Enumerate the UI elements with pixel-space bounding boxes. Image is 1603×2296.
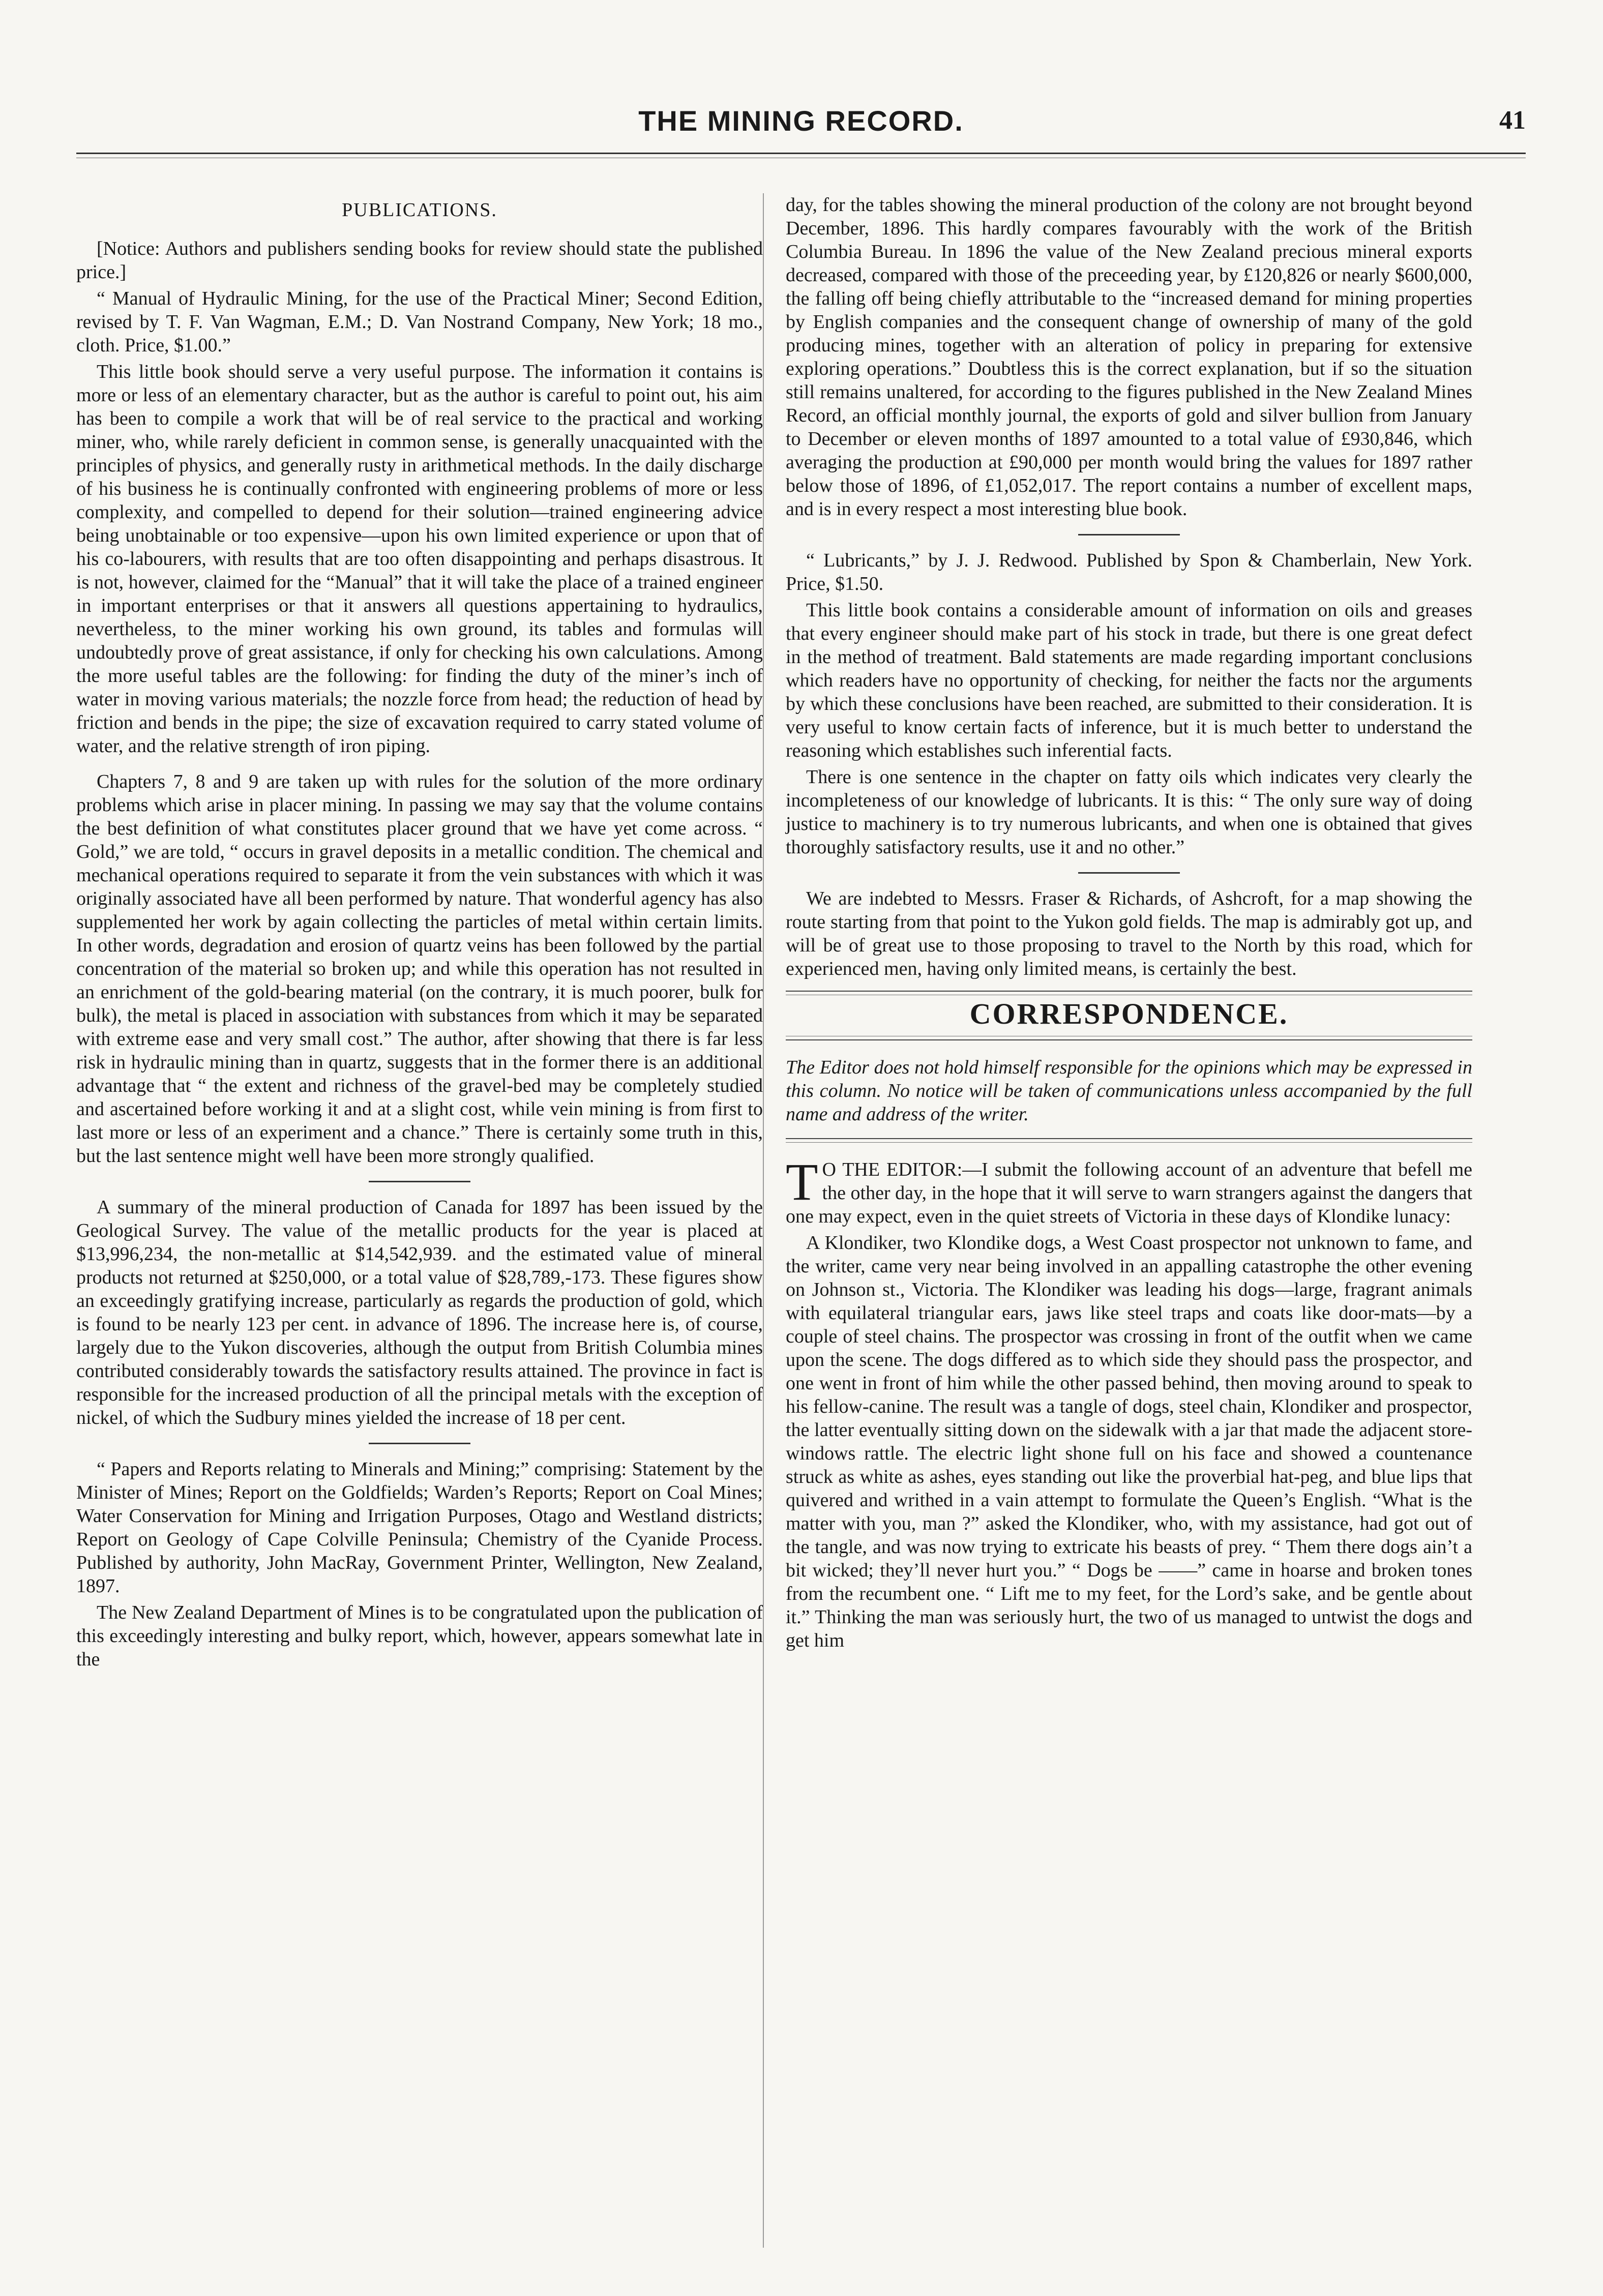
drop-cap: T: [786, 1153, 818, 1211]
canada-production-summary: A summary of the mineral production of Canada for 1897 has been issued by the Geological Survey. The value of the metallic products for the year is placed at $13,996,234, the non-metallic at $14,542,939. and the estimated value of mineral products not returned at $250,000, or a total value of $28,789,-173. These figures show an exceedingly gratifying increase, particularly as regards the production of gold, which is found to be nearly 123 per cent. in advance of 1896. The increase here is, of course, largely due to the Yukon discoveries, although the output from British Columbia mines contributed considerably towards the satisfactory results attained. The province in fact is responsible for the increased production of all the principal metals with the exception of nickel, of which the Sudbury mines yielded the increase of 18 per cent.: [76, 1197, 763, 1428]
rule: [786, 1039, 1472, 1040]
hydraulic-manual-review: This little book should serve a very useful purpose. The information it contains is more or less of an elementary character, but as the author is careful to point out, his aim has been to compile a work that will be of real service to the practical and working miner, who, while rarely deficient in common sense, is generally unacquainted with the principles of physics, and generally rusty in arithmetical methods. In the daily discharge of his business he is continually confronted with engineering problems of more or less complexity, and compelled to depend for their solution—trained engineering advice being unobtainable or too expensive—upon his own limited experience or upon that of his co-labourers, with results that are too often disappointing and perhaps disastrous. It is not, however, claimed for the “Manual” that it will take the place of a trained engineer in important enterprises or that it answers all questions appertaining to hydraulics, nevertheless, to the miner working his own ground, its tables and formulas will undoubtedly prove of great assistance, if only for checking his own calculations. Among the more useful tables are the following: for finding the duty of the miner’s inch of water in moving various materials; the nozzle force from head; the reduction of head by friction and bends in the pipe; the size of excavation required to carry stated volume of water, and the relative strength of iron piping.: [76, 361, 763, 757]
nz-department-paragraph: The New Zealand Department of Mines is to be congratulated upon the publication of this exceedingly interesting and bulky report, which, however, appears somewhat late in the: [76, 1602, 763, 1670]
separator-rule: [1078, 872, 1180, 874]
letter: [786, 1153, 1472, 1652]
correspondence-header-block: [786, 991, 1472, 1040]
column-divider: [763, 193, 764, 2248]
lubricants-review: This little book contains a considerable amount of information on oils and greases that every engineer should make part of his stock in trade, but there is one great defect in the method of treatment. Bald statements are made regarding important conclusions which readers have no opportunity of checking, for neither the facts nor the arguments by which these conclusions have been reached, are submitted to their consideration. It is very useful to know certain facts of inference, but it is much better to understand the reasoning which establishes such inferential facts.: [786, 600, 1472, 761]
letter-body: A Klondiker, two Klondike dogs, a West Coast prospector not unknown to fame, and the writer, came very near being involved in an appalling catastrophe the other evening on Johnson st., Victoria. The Klondiker was leading his dogs—large, fragrant animals with equilateral triangular ears, jaws like steel traps and coats like door-mats—by a couple of steel chains. The prospector was crossing in front of the outfit when we came upon the scene. The dogs differed as to which side they should pass the prospector, and one went in front of him while the other passed behind, then moving around to speak to his fellow-canine. The result was a tangle of dogs, steel chain, Klondiker and prospector, the latter eventually sitting down on the sidewalk with a jar that made the adjacent store-windows rattle. The electric light shone full on his face and showed a countenance struck as white as ashes, eyes standing out like the proverbial hat-peg, and blue lips that quivered and writhed in a vain attempt to formulate the Queen’s English. “What is the matter with you, man ?” asked the Klondiker, who, with my assistance, had got out of the tangle, and was now trying to extricate his beasts of prey. “ Them there dogs ain’t a bit wicked; they’ll never hurt you.” “ Dogs be ——” came in hoarse and broken tones from the recumbent one. “ Lift me to my feet, for the Lord’s sake, and be gentle about it.” Thinking the man was seriously hurt, the two of us managed to untwist the dogs and get him: [786, 1232, 1472, 1651]
separator-rule: [1078, 534, 1180, 535]
letter-intro: O THE EDITOR:—I submit the following account of an adventure that befell me the other day, in the hope that it will serve to warn strangers against the dangers that one may expect, even in the quiet streets of Victoria in these days of Klondike lunacy:: [786, 1159, 1472, 1227]
notice-paragraph: [Notice: Authors and publishers sending books for review should state the published price.]: [76, 238, 763, 283]
nz-papers-citation: “ Papers and Reports relating to Minerals and Mining;” comprising: Statement by the Minister of Mines; Report on the Goldfields; Warden’s Reports; Report on Coal Mines; Water Conservation for Mining and Irrigation Purposes, Otago and Westland districts; Report on Geology of Cape Colville Peninsula; Chemistry of the Cyanide Process. Published by authority, John MacRay, Government Printer, Wellington, New Zealand, 1897.: [76, 1458, 763, 1597]
left-column: [76, 193, 763, 1674]
rule: [786, 1142, 1472, 1143]
separator-rule: [369, 1443, 470, 1444]
publications-heading: PUBLICATIONS.: [342, 199, 497, 221]
rule: [786, 991, 1472, 992]
right-column: [786, 193, 1472, 1655]
rule: [786, 1138, 1472, 1139]
journal-title: THE MINING RECORD.: [638, 105, 964, 137]
editor-disclaimer: The Editor does not hold himself responsible for the opinions which may be expressed in this column. No notice will be taken of communications unless accompanied by the full name and address of the writer.: [786, 1057, 1472, 1125]
header-rule: [76, 153, 1526, 154]
hydraulic-manual-citation: “ Manual of Hydraulic Mining, for the use of the Practical Miner; Second Edition, revised by T. F. Van Wagman, E.M.; D. Van Nostrand Company, New York; 18 mo., cloth. Price, $1.00.”: [76, 288, 763, 356]
lubricants-quote: There is one sentence in the chapter on fatty oils which indicates very clearly the incompleteness of our knowledge of lubricants. It is this: “ The only sure way of doing justice to machinery is to try numerous lubricants, and when one is obtained that gives thoroughly satisfactory results, use it and no other.”: [786, 766, 1472, 858]
page-number: 41: [1499, 106, 1526, 135]
yukon-map-paragraph: We are indebted to Messrs. Fraser & Richards, of Ashcroft, for a map showing the route starting from that point to the Yukon gold fields. The map is admirably got up, and will be of great use to those proposing to travel to the North by this road, which for experienced men, having only limited means, is certainly the best.: [786, 888, 1472, 979]
nz-report-continuation: day, for the tables showing the mineral production of the colony are not brought beyond December, 1896. This hardly compares favourably with the work of the British Columbia Bureau. In 1896 the value of the New Zealand precious mineral exports decreased, compared with those of the preceeding year, by £120,826 or nearly $600,000, the falling off being chiefly attributable to the “increased demand for mining properties by English companies and the consequent change of ownership of many of the gold producing mines, together with an alteration of policy in preparing for extensive exploring operations.” Doubtless this is the correct explanation, but if so the situation still remains unaltered, for according to the figures published in the New Zealand Mines Record, an official monthly journal, the exports of gold and silver bullion from January to December or eleven months of 1897 amounted to a total value of £930,846, which averaging the production at £90,000 per month would bring the values for 1897 rather below those of 1896, of £1,052,017. The report contains a number of excellent maps, and is in every respect a most interesting blue book.: [786, 194, 1472, 520]
separator-rule: [369, 1181, 470, 1182]
correspondence-heading: CORRESPONDENCE.: [969, 997, 1289, 1030]
page-header: [76, 104, 1526, 160]
lubricants-citation: “ Lubricants,” by J. J. Redwood. Published by Spon & Chamberlain, New York. Price, $1.50.: [786, 550, 1472, 594]
hydraulic-manual-chapters: Chapters 7, 8 and 9 are taken up with rules for the solution of the more ordinary problems which arise in placer mining. In passing we may say that the volume contains the best definition of what constitutes placer ground that we have yet come across. “ Gold,” we are told, “ occurs in gravel deposits in a metallic condition. The chemical and mechanical operations required to separate it from the vein substances with which it was originally associated have all been performed by nature. That wonderful agency has also supplemented her work by again collecting the particles of metal within certain limits. In other words, degradation and erosion of quartz veins has been followed by the partial concentration of the material so broken up; and while this operation has not resulted in an enrichment of the gold-bearing material (on the contrary, it is much poorer, bulk for bulk), the metal is placed in association with substances from which it may be separated with extreme ease and very small cost.” The author, after showing that there is far less risk in hydraulic mining than in quartz, suggests that in the former there is an additional advantage that “ the extent and richness of the gravel-bed may be completely studied and ascertained before working it and at a slight cost, while vein mining is from first to last more or less of an experiment and a chance.” There is certainly some truth in this, but the last sentence might well have been more strongly qualified.: [76, 771, 763, 1167]
